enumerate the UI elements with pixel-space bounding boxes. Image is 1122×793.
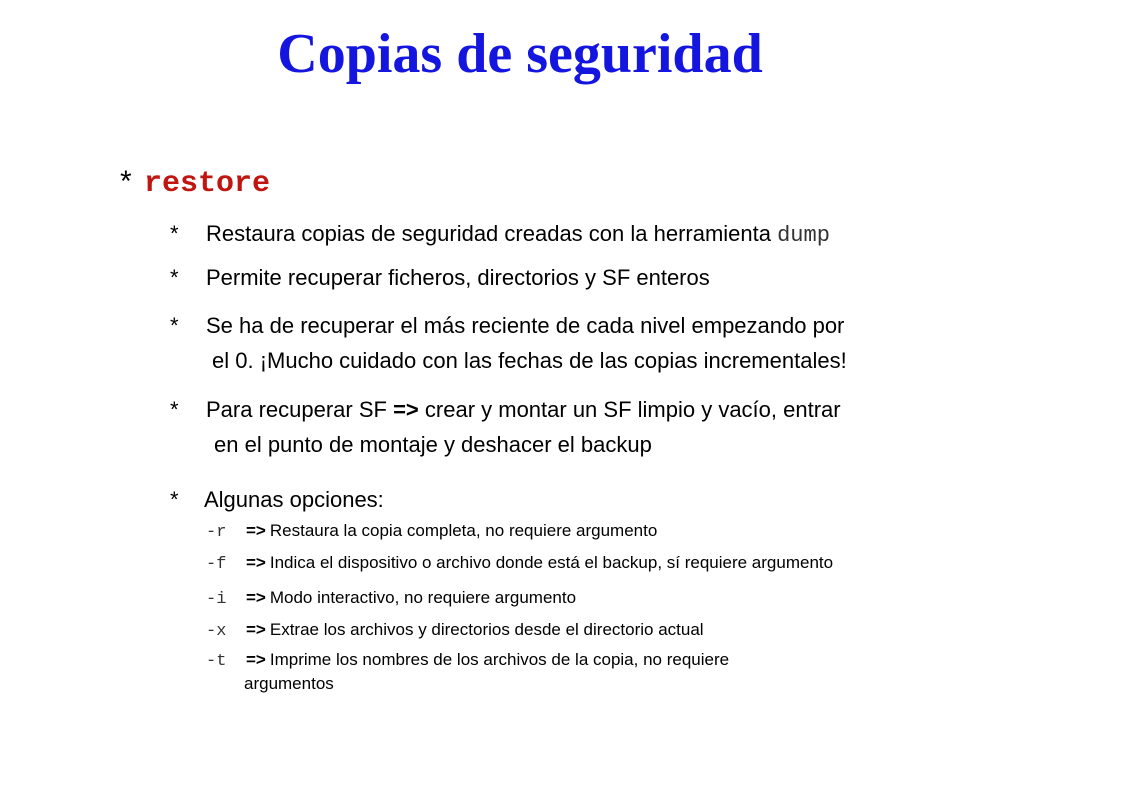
option-item (206, 619, 704, 643)
command-heading (120, 165, 270, 201)
option-flag: -x (206, 622, 227, 641)
bullet-text-continued: en el punto de montaje y deshacer el backup (214, 432, 652, 457)
bullet-text: Se ha de recuperar el más reciente de cada nivel empezando por (206, 313, 845, 338)
command-name: restore (144, 167, 271, 201)
option-desc: Restaura la copia completa, no requiere argumento (269, 521, 658, 540)
bullet-text: Algunas opciones: (204, 487, 384, 512)
option-flag: -i (206, 590, 227, 609)
arrow-symbol: => (246, 553, 266, 572)
slide-title: Copias de seguridad (277, 23, 763, 85)
arrow-symbol: => (246, 620, 266, 639)
bullet-star: * (170, 313, 179, 338)
arrow-symbol: => (246, 650, 266, 669)
bullet-star: * (170, 221, 179, 246)
bullet-star: * (170, 487, 179, 512)
bullet-text: crear y montar un SF limpio y vacío, entrar (418, 397, 841, 422)
arrow-symbol: => (246, 588, 266, 607)
option-desc-continued: argumentos (244, 674, 334, 693)
bullet-text-continued: el 0. ¡Mucho cuidado con las fechas de las copias incrementales! (212, 348, 847, 373)
option-flag: -f (206, 555, 227, 574)
bullet-text: Para recuperar SF (206, 397, 394, 422)
arrow-symbol: => (246, 521, 266, 540)
arrow-symbol: => (393, 397, 419, 422)
option-flag: -t (206, 652, 227, 671)
bullet-star: * (170, 265, 179, 290)
bullet-item (170, 308, 847, 378)
option-desc: Indica el dispositivo o archivo donde está el backup, sí requiere argumento (269, 553, 834, 572)
bullet-star: * (170, 397, 179, 422)
option-item (206, 552, 833, 576)
option-item (206, 587, 576, 611)
option-item (206, 520, 657, 544)
bullet-text: Restaura copias de seguridad creadas con la herramienta (206, 221, 778, 246)
option-desc: Modo interactivo, no requiere argumento (269, 588, 577, 607)
command-bullet: * (120, 165, 132, 198)
option-item (206, 649, 729, 695)
bullet-item (170, 260, 710, 295)
option-desc: Imprime los nombres de los archivos de la copia, no requiere (269, 650, 730, 669)
option-desc: Extrae los archivos y directorios desde el directorio actual (269, 620, 704, 639)
bullet-code: dump (777, 223, 830, 248)
bullet-item (170, 482, 384, 517)
option-flag: -r (206, 523, 227, 542)
bullet-item (170, 216, 830, 253)
bullet-text: Permite recuperar ficheros, directorios y SF enteros (206, 265, 710, 290)
bullet-item (170, 392, 841, 462)
